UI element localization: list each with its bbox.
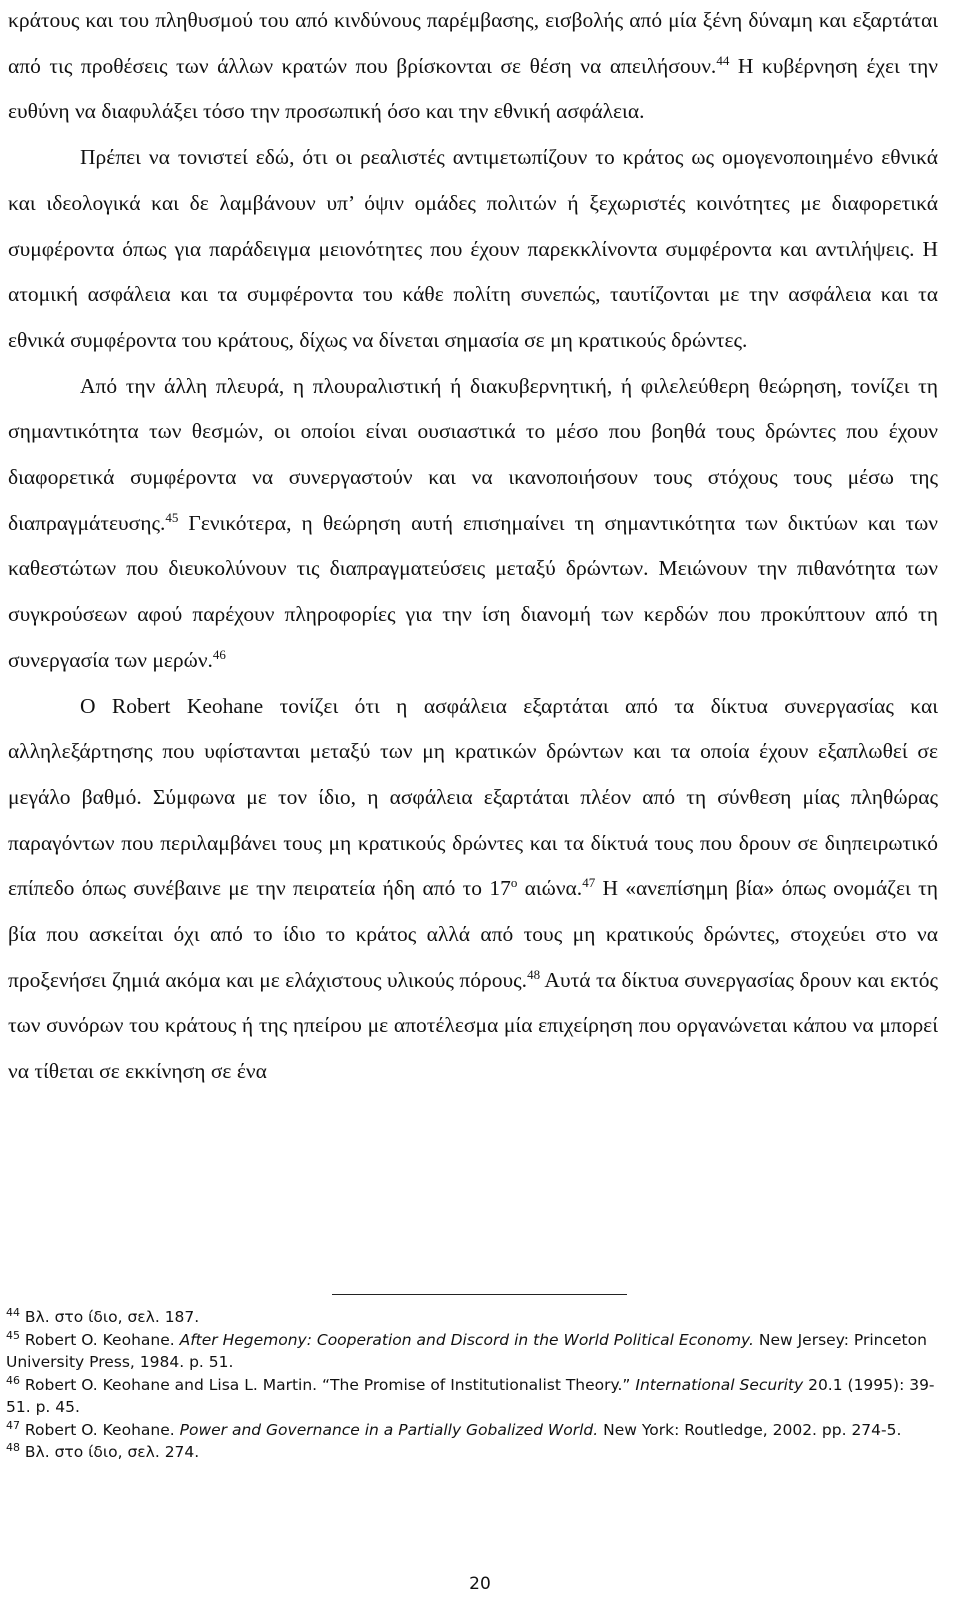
footnote-ref: ο	[510, 875, 518, 891]
footnote-ref: 47	[6, 1418, 20, 1432]
footnote-ref: 44	[6, 1305, 20, 1319]
text-run: Γενικότερα, η θεώρηση αυτή επισημαίνει τη σημαντικότητα των δικτύων και των καθεστώτων που διευκολύνουν τις διαπραγματεύσεις μεταξύ δρώντων. Μειώνουν την πιθανότητα των συγκρούσεων αφού παρέχουν πληροφορίες για την ίση διανομή των κερδών που προκύπτουν από τη συνεργασία των μερών.	[8, 510, 938, 672]
italic-text: International Security	[635, 1375, 804, 1394]
footnote-ref: 45	[165, 509, 179, 525]
footnote-ref: 48	[6, 1440, 20, 1454]
text-run: αιώνα.	[517, 876, 583, 901]
footnote-ref: 46	[212, 646, 226, 662]
text-run: O Robert Keohane τονίζει ότι η ασφάλεια εξαρτάται από τα δίκτυα συνεργασίας και αλληλεξάρτησης που υφίστανται μεταξύ των μη κρατικών δρώντων και τα οποία έχουν εξαπλωθεί σε μεγάλο βαθμό. Σύμφωνα με τον ίδιο, η ασφάλεια εξαρτάται πλέον από τη σύνθεση μίας πληθώρας παραγόντων που περιλαμβάνει τους μη κρατικούς δρώντες και τα δίκτυά τους που δρουν σε διηπειρωτικό επίπεδο όπως συνέβαινε με την πειρατεία ήδη από το 17	[8, 693, 938, 901]
text-run: New York: Routledge, 2002. pp. 274-5.	[598, 1420, 902, 1439]
footnote	[6, 1306, 936, 1329]
text-run: Από την άλλη πλευρά, η πλουραλιστική ή διακυβερνητική, ή φιλελεύθερη θεώρηση, τονίζει τη σημαντικότητα των θεσμών, οι οποίοι είναι ουσιαστικά το μέσο που βοηθά τους δρώντες που έχουν διαφορετικά συμφέροντα να συνεργαστούν και να ικανοποιήσουν τους στόχους τους μέσω της διαπραγμάτευσης.	[8, 373, 938, 535]
footnote	[6, 1419, 936, 1442]
italic-text: Power and Governance in a Partially Gobalized World.	[179, 1420, 599, 1439]
italic-text: After Hegemony: Cooperation and Discord in the World Political Economy.	[179, 1330, 754, 1349]
footnote-ref: 45	[6, 1328, 20, 1342]
page-number: 20	[469, 1574, 491, 1594]
footnote	[6, 1374, 936, 1419]
paragraph	[8, 0, 938, 135]
footnotes	[6, 1306, 936, 1464]
text-run: Βλ. στο ίδιο, σελ. 274.	[20, 1443, 200, 1461]
text-run: Robert O. Keohane and Lisa L. Martin. “The Promise of Institutionalist Theory.”	[20, 1375, 636, 1394]
footnote-ref: 48	[527, 966, 541, 982]
text-run: Η κυβέρνηση έχει την ευθύνη να διαφυλάξει τόσο την προσωπική όσο και την εθνική ασφάλεια.	[8, 53, 938, 124]
body-text	[8, 0, 938, 1095]
text-run: κράτους και του πληθυσμού του από κινδύνους παρέμβασης, εισβολής από μία ξένη δύναμη και εξαρτάται από τις προθέσεις των άλλων κρατών που βρίσκονται σε θέση να απειλήσουν.	[8, 8, 938, 78]
text-run: New Jersey: Princeton University Press, 1984. p. 51.	[6, 1330, 927, 1371]
footnote-separator	[332, 1294, 627, 1295]
text-run: Βλ. στο ίδιο, σελ. 187.	[20, 1308, 200, 1326]
paragraph	[8, 364, 938, 684]
text-run: Πρέπει να τονιστεί εδώ, ότι οι ρεαλιστές αντιμετωπίζουν το κράτος ως ομογενοποιημένο εθνικά και ιδεολογικά και δε λαμβάνουν υπ’ όψιν ομάδες πολιτών ή ξεχωριστές κοινότητες με διαφορετικά συμφέροντα όπως για παράδειγμα μειονότητες που έχουν παρεκκλίνοντα συμφέροντα και αντιλήψεις. Η ατομική ασφάλεια και τα συμφέροντα του κάθε πολίτη συνεπώς, ταυτίζονται με την ασφάλεια και τα εθνικά συμφέροντα του κράτους, δίχως να δίνεται σημασία σε μη κρατικούς δρώντες.	[8, 145, 938, 352]
footnote-ref: 46	[6, 1373, 20, 1387]
text-run: Αυτά τα δίκτυα συνεργασίας δρουν και εκτός των συνόρων του κράτους ή της ηπείρου με αποτέλεσμα μία επιχείρηση που οργανώνεται κάπου να μπορεί να τίθεται σε εκκίνηση σε ένα	[8, 967, 938, 1084]
text-run: Η «ανεπίσημη βία» όπως ονομάζει τη βία που ασκείται όχι από το ίδιο το κράτος αλλά από τους μη κρατικούς δρώντες, στοχεύει στο να προξενήσει ζημιά ακόμα και με ελάχιστους υλικούς πόρους.	[8, 876, 939, 992]
text-run: Robert O. Keohane.	[20, 1420, 180, 1439]
text-run: 20.1 (1995): 39-51. p. 45.	[6, 1375, 935, 1416]
footnote-ref: 47	[582, 875, 596, 891]
footnote-ref: 44	[716, 52, 730, 68]
footnote	[6, 1441, 936, 1464]
paragraph	[8, 135, 938, 364]
footnote	[6, 1329, 936, 1374]
text-run: Robert O. Keohane.	[20, 1330, 180, 1349]
paragraph	[8, 684, 938, 1095]
